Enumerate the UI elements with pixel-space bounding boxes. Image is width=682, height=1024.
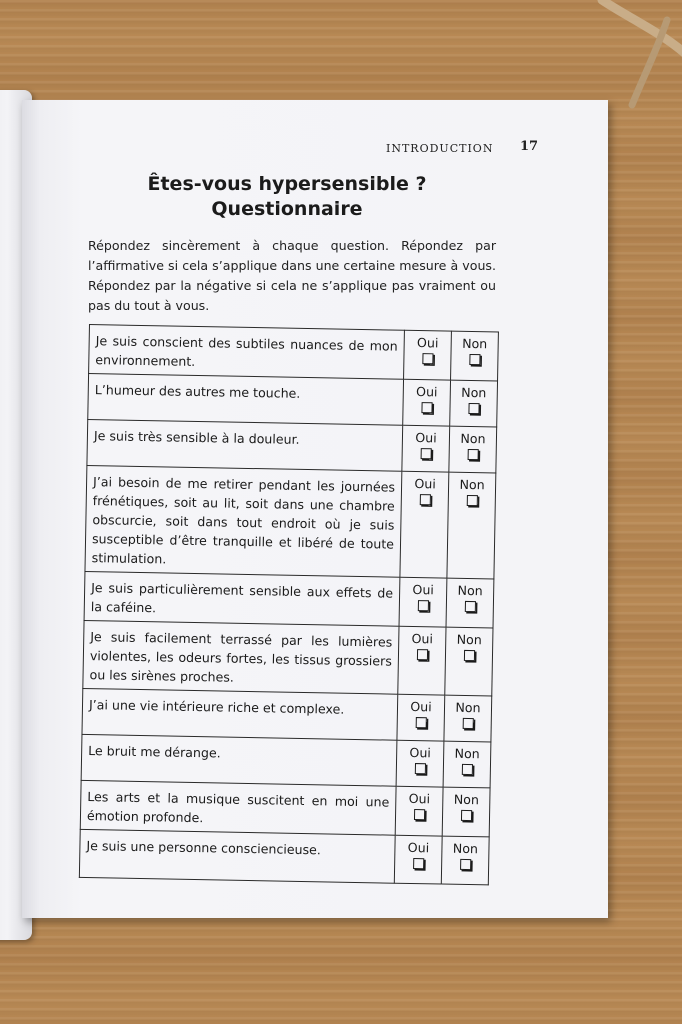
table-row xyxy=(82,688,492,741)
questionnaire-table xyxy=(79,324,499,885)
question-text: Je suis une personne consciencieuse. xyxy=(79,829,395,883)
yes-label: Oui xyxy=(409,744,432,761)
question-text: Je suis facilement terrassé par les lumières violentes, les odeurs fortes, les tissus grossiers ou les sirènes proches. xyxy=(83,620,399,694)
no-label: Non xyxy=(459,476,485,493)
question-text: Le bruit me dérange. xyxy=(81,734,397,786)
yes-label: Oui xyxy=(415,429,437,446)
table-row xyxy=(81,734,491,787)
question-text: L’humeur des autres me touche. xyxy=(88,374,404,426)
no-checkbox[interactable] xyxy=(460,810,471,821)
yes-cell xyxy=(402,425,450,472)
table-row xyxy=(87,419,497,472)
no-cell xyxy=(451,331,499,381)
no-checkbox[interactable] xyxy=(463,650,474,661)
yes-cell xyxy=(400,471,449,578)
no-label: Non xyxy=(455,699,481,716)
table-row xyxy=(79,829,489,884)
question-text: Les arts et la musique suscitent en moi une émotion profonde. xyxy=(80,780,396,835)
no-cell xyxy=(443,741,491,788)
yes-cell xyxy=(403,379,451,426)
yes-label: Oui xyxy=(412,581,435,598)
question-text: J’ai une vie intérieure riche et complexe. xyxy=(82,688,398,740)
yes-checkbox[interactable] xyxy=(422,353,433,364)
table-row xyxy=(89,325,499,381)
no-cell xyxy=(445,627,493,696)
question-text: Je suis conscient des subtiles nuances de mon environnement. xyxy=(89,325,405,380)
no-checkbox[interactable] xyxy=(466,495,477,506)
no-cell xyxy=(444,695,492,742)
yes-cell xyxy=(397,694,445,741)
yes-checkbox[interactable] xyxy=(413,858,424,869)
no-label: Non xyxy=(457,582,483,599)
yes-cell xyxy=(394,835,442,884)
no-checkbox[interactable] xyxy=(462,718,473,729)
no-checkbox[interactable] xyxy=(467,449,478,460)
title-line-2: Questionnaire xyxy=(211,198,363,220)
yes-label: Oui xyxy=(415,384,438,400)
book-page xyxy=(22,100,608,918)
table-row xyxy=(83,620,493,695)
section-title: INTRODUCTION xyxy=(386,142,494,155)
yes-cell xyxy=(395,786,443,836)
no-label: Non xyxy=(452,840,479,857)
yes-label: Oui xyxy=(408,790,431,807)
no-checkbox[interactable] xyxy=(460,859,471,870)
page-number: 17 xyxy=(520,139,539,154)
yes-label: Oui xyxy=(407,839,430,856)
no-cell xyxy=(441,836,489,885)
no-checkbox[interactable] xyxy=(469,354,480,365)
yes-checkbox[interactable] xyxy=(413,809,424,820)
yes-checkbox[interactable] xyxy=(417,600,428,611)
table-row xyxy=(88,374,498,427)
yes-checkbox[interactable] xyxy=(416,649,427,660)
page-title xyxy=(82,172,492,222)
no-label: Non xyxy=(461,384,487,401)
question-text: Je suis particulièrement sensible aux effets de la caféine. xyxy=(84,571,400,626)
no-checkbox[interactable] xyxy=(468,403,479,414)
no-label: Non xyxy=(462,335,488,352)
yes-cell xyxy=(396,740,444,787)
table-row xyxy=(80,780,490,836)
question-text: J’ai besoin de me retirer pendant les journées frénétiques, soit au lit, soit dans une chambre obscurcie, soit dans tout endroit où je suis susceptible d’être tranquille et libéré de toute stimulation. xyxy=(85,465,402,577)
yes-checkbox[interactable] xyxy=(414,763,425,774)
yes-label: Oui xyxy=(411,630,434,647)
twine-string xyxy=(572,0,682,110)
yes-label: Oui xyxy=(414,475,436,492)
table-row xyxy=(85,465,496,578)
yes-label: Oui xyxy=(416,335,439,351)
no-cell xyxy=(446,578,494,628)
no-cell xyxy=(442,787,490,837)
no-label: Non xyxy=(456,631,482,648)
yes-checkbox[interactable] xyxy=(415,717,426,728)
intro-paragraph: Répondez sincèrement à chaque question. Répondez par l’affirmative si cela s’applique dans une certaine mesure à vous. Répondez par la négative si cela ne s’applique pas vraiment ou pas du tout à vous. xyxy=(88,238,496,313)
no-cell xyxy=(450,380,498,427)
yes-label: Oui xyxy=(410,698,432,715)
question-text: Je suis très sensible à la douleur. xyxy=(87,419,403,471)
no-label: Non xyxy=(453,791,480,808)
yes-cell xyxy=(404,330,452,380)
no-checkbox[interactable] xyxy=(461,764,472,775)
yes-checkbox[interactable] xyxy=(419,494,430,505)
no-cell xyxy=(449,426,497,473)
table-row xyxy=(84,571,494,627)
no-label: Non xyxy=(454,745,480,762)
no-label: Non xyxy=(460,430,486,447)
yes-cell xyxy=(398,626,446,695)
yes-cell xyxy=(399,577,447,627)
title-line-1: Êtes-vous hypersensible ? xyxy=(147,173,427,195)
no-checkbox[interactable] xyxy=(464,601,475,612)
yes-checkbox[interactable] xyxy=(421,402,432,413)
yes-checkbox[interactable] xyxy=(420,448,431,459)
no-cell xyxy=(447,472,496,579)
